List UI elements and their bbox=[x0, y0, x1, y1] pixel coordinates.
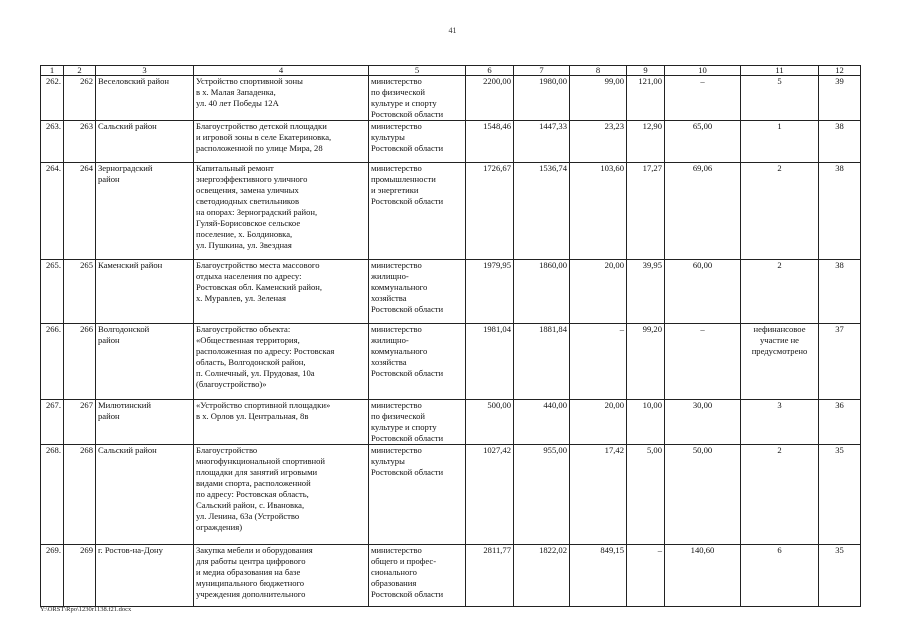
header-cell-2: 2 bbox=[64, 66, 96, 76]
ministry-cell: министерство по физической культуре и спорту Ростовской области bbox=[369, 76, 466, 121]
score-cell: 39 bbox=[819, 76, 861, 121]
table-row bbox=[41, 324, 861, 400]
amount-extra-cell: 121,00 bbox=[627, 76, 665, 121]
ministry-cell: министерство жилищно- коммунального хозяйства Ростовской области bbox=[369, 260, 466, 324]
header-cell-6: 6 bbox=[466, 66, 514, 76]
amount-other-cell: 60,00 bbox=[665, 260, 741, 324]
ministry-cell: министерство промышленности и энергетики Ростовской области bbox=[369, 163, 466, 260]
amount-other-cell: 69,06 bbox=[665, 163, 741, 260]
project-cell: Благоустройство места массового отдыха населения по адресу: Ростовская обл. Каменский район, х. Муравлев, ул. Зеленая bbox=[194, 260, 369, 324]
header-cell-12: 12 bbox=[819, 66, 861, 76]
row-number: 268. bbox=[41, 445, 64, 545]
row-index: 267 bbox=[64, 400, 96, 445]
amount-extra-cell: 10,00 bbox=[627, 400, 665, 445]
amount-extra-cell: 17,27 bbox=[627, 163, 665, 260]
row-index: 264 bbox=[64, 163, 96, 260]
district-cell: Каменский район bbox=[96, 260, 194, 324]
score-cell: 38 bbox=[819, 121, 861, 163]
header-cell-8: 8 bbox=[570, 66, 627, 76]
amount-other-cell: 65,00 bbox=[665, 121, 741, 163]
participation-cell: 5 bbox=[741, 76, 819, 121]
amount-regional-cell: 1822,02 bbox=[514, 545, 570, 607]
ministry-cell: министерство культуры Ростовской области bbox=[369, 121, 466, 163]
amount-local-cell: 103,60 bbox=[570, 163, 627, 260]
participation-cell: нефинансовое участие не предусмотрено bbox=[741, 324, 819, 400]
header-cell-1: 1 bbox=[41, 66, 64, 76]
participation-cell: 2 bbox=[741, 163, 819, 260]
page-number: 41 bbox=[448, 26, 457, 35]
row-index: 268 bbox=[64, 445, 96, 545]
amount-total-cell: 1979,95 bbox=[466, 260, 514, 324]
district-cell: г. Ростов-на-Дону bbox=[96, 545, 194, 607]
amount-extra-cell: 99,20 bbox=[627, 324, 665, 400]
district-cell: Веселовский район bbox=[96, 76, 194, 121]
footer-file-path: Y:\ORST\Rpo\1230r1138.f21.docx bbox=[40, 606, 132, 613]
amount-total-cell: 2200,00 bbox=[466, 76, 514, 121]
participation-cell: 1 bbox=[741, 121, 819, 163]
amount-other-cell: – bbox=[665, 76, 741, 121]
amount-local-cell: 23,23 bbox=[570, 121, 627, 163]
project-cell: Благоустройство детской площадки и игровой зоны в селе Екатериновка, расположенной по улице Мира, 28 bbox=[194, 121, 369, 163]
amount-total-cell: 1981,04 bbox=[466, 324, 514, 400]
amount-total-cell: 1548,46 bbox=[466, 121, 514, 163]
header-cell-10: 10 bbox=[665, 66, 741, 76]
header-row bbox=[41, 66, 861, 76]
data-table bbox=[40, 65, 861, 607]
amount-other-cell: 140,60 bbox=[665, 545, 741, 607]
header-cell-4: 4 bbox=[194, 66, 369, 76]
row-number: 269. bbox=[41, 545, 64, 607]
table-row bbox=[41, 445, 861, 545]
amount-regional-cell: 1881,84 bbox=[514, 324, 570, 400]
table-body bbox=[41, 66, 861, 607]
amount-local-cell: 849,15 bbox=[570, 545, 627, 607]
amount-regional-cell: 1536,74 bbox=[514, 163, 570, 260]
amount-local-cell: 20,00 bbox=[570, 260, 627, 324]
score-cell: 36 bbox=[819, 400, 861, 445]
amount-other-cell: – bbox=[665, 324, 741, 400]
header-cell-7: 7 bbox=[514, 66, 570, 76]
amount-extra-cell: 39,95 bbox=[627, 260, 665, 324]
row-number: 264. bbox=[41, 163, 64, 260]
row-number: 267. bbox=[41, 400, 64, 445]
participation-cell: 3 bbox=[741, 400, 819, 445]
table-row bbox=[41, 260, 861, 324]
amount-regional-cell: 1860,00 bbox=[514, 260, 570, 324]
score-cell: 37 bbox=[819, 324, 861, 400]
amount-local-cell: 17,42 bbox=[570, 445, 627, 545]
row-number: 262. bbox=[41, 76, 64, 121]
row-number: 266. bbox=[41, 324, 64, 400]
participation-cell: 2 bbox=[741, 445, 819, 545]
amount-local-cell: – bbox=[570, 324, 627, 400]
row-index: 263 bbox=[64, 121, 96, 163]
header-cell-9: 9 bbox=[627, 66, 665, 76]
table-row bbox=[41, 121, 861, 163]
amount-local-cell: 99,00 bbox=[570, 76, 627, 121]
project-cell: Благоустройство объекта: «Общественная территория, расположенная по адресу: Ростовская область, Волгодонской район, п. Солнечный, ул. Прудовая, 10а (благоустройство)» bbox=[194, 324, 369, 400]
amount-total-cell: 2811,77 bbox=[466, 545, 514, 607]
header-cell-3: 3 bbox=[96, 66, 194, 76]
amount-local-cell: 20,00 bbox=[570, 400, 627, 445]
amount-other-cell: 50,00 bbox=[665, 445, 741, 545]
row-index: 269 bbox=[64, 545, 96, 607]
district-cell: Сальский район bbox=[96, 121, 194, 163]
participation-cell: 6 bbox=[741, 545, 819, 607]
score-cell: 38 bbox=[819, 163, 861, 260]
header-cell-11: 11 bbox=[741, 66, 819, 76]
amount-regional-cell: 955,00 bbox=[514, 445, 570, 545]
project-cell: Капитальный ремонт энергоэффективного уличного освещения, замена уличных светодиодных светильников на опорах: Зерноградский район, Гуляй-Борисовское сельское поселение, х. Болдиновка, ул. Пушкина, ул. Звездная bbox=[194, 163, 369, 260]
amount-regional-cell: 1447,33 bbox=[514, 121, 570, 163]
row-index: 266 bbox=[64, 324, 96, 400]
project-cell: «Устройство спортивной площадки» в х. Орлов ул. Центральная, 8в bbox=[194, 400, 369, 445]
ministry-cell: министерство по физической культуре и спорту Ростовской области bbox=[369, 400, 466, 445]
amount-total-cell: 1726,67 bbox=[466, 163, 514, 260]
amount-other-cell: 30,00 bbox=[665, 400, 741, 445]
participation-cell: 2 bbox=[741, 260, 819, 324]
amount-regional-cell: 1980,00 bbox=[514, 76, 570, 121]
project-cell: Закупка мебели и оборудования для работы центра цифрового и медиа образования на базе муниципального бюджетного учреждения дополнительного bbox=[194, 545, 369, 607]
row-index: 262 bbox=[64, 76, 96, 121]
ministry-cell: министерство культуры Ростовской области bbox=[369, 445, 466, 545]
row-index: 265 bbox=[64, 260, 96, 324]
score-cell: 35 bbox=[819, 545, 861, 607]
score-cell: 38 bbox=[819, 260, 861, 324]
district-cell: Милютинский район bbox=[96, 400, 194, 445]
header-cell-5: 5 bbox=[369, 66, 466, 76]
score-cell: 35 bbox=[819, 445, 861, 545]
row-number: 263. bbox=[41, 121, 64, 163]
amount-total-cell: 1027,42 bbox=[466, 445, 514, 545]
amount-extra-cell: 12,90 bbox=[627, 121, 665, 163]
table-row bbox=[41, 163, 861, 260]
table-row bbox=[41, 400, 861, 445]
district-cell: Зерноградский район bbox=[96, 163, 194, 260]
district-cell: Волгодонской район bbox=[96, 324, 194, 400]
amount-regional-cell: 440,00 bbox=[514, 400, 570, 445]
amount-extra-cell: 5,00 bbox=[627, 445, 665, 545]
project-cell: Благоустройство многофункциональной спортивной площадки для занятий игровыми видами спорта, расположенной по адресу: Ростовская область, Сальский район, с. Ивановка, ул. Ленина, 63а (Устройство ограждения) bbox=[194, 445, 369, 545]
amount-total-cell: 500,00 bbox=[466, 400, 514, 445]
district-cell: Сальский район bbox=[96, 445, 194, 545]
project-cell: Устройство спортивной зоны в х. Малая Западенка, ул. 40 лет Победы 12А bbox=[194, 76, 369, 121]
amount-extra-cell: – bbox=[627, 545, 665, 607]
table-row bbox=[41, 545, 861, 607]
ministry-cell: министерство жилищно- коммунального хозяйства Ростовской области bbox=[369, 324, 466, 400]
table-row bbox=[41, 76, 861, 121]
row-number: 265. bbox=[41, 260, 64, 324]
ministry-cell: министерство общего и профес- сионального образования Ростовской области bbox=[369, 545, 466, 607]
